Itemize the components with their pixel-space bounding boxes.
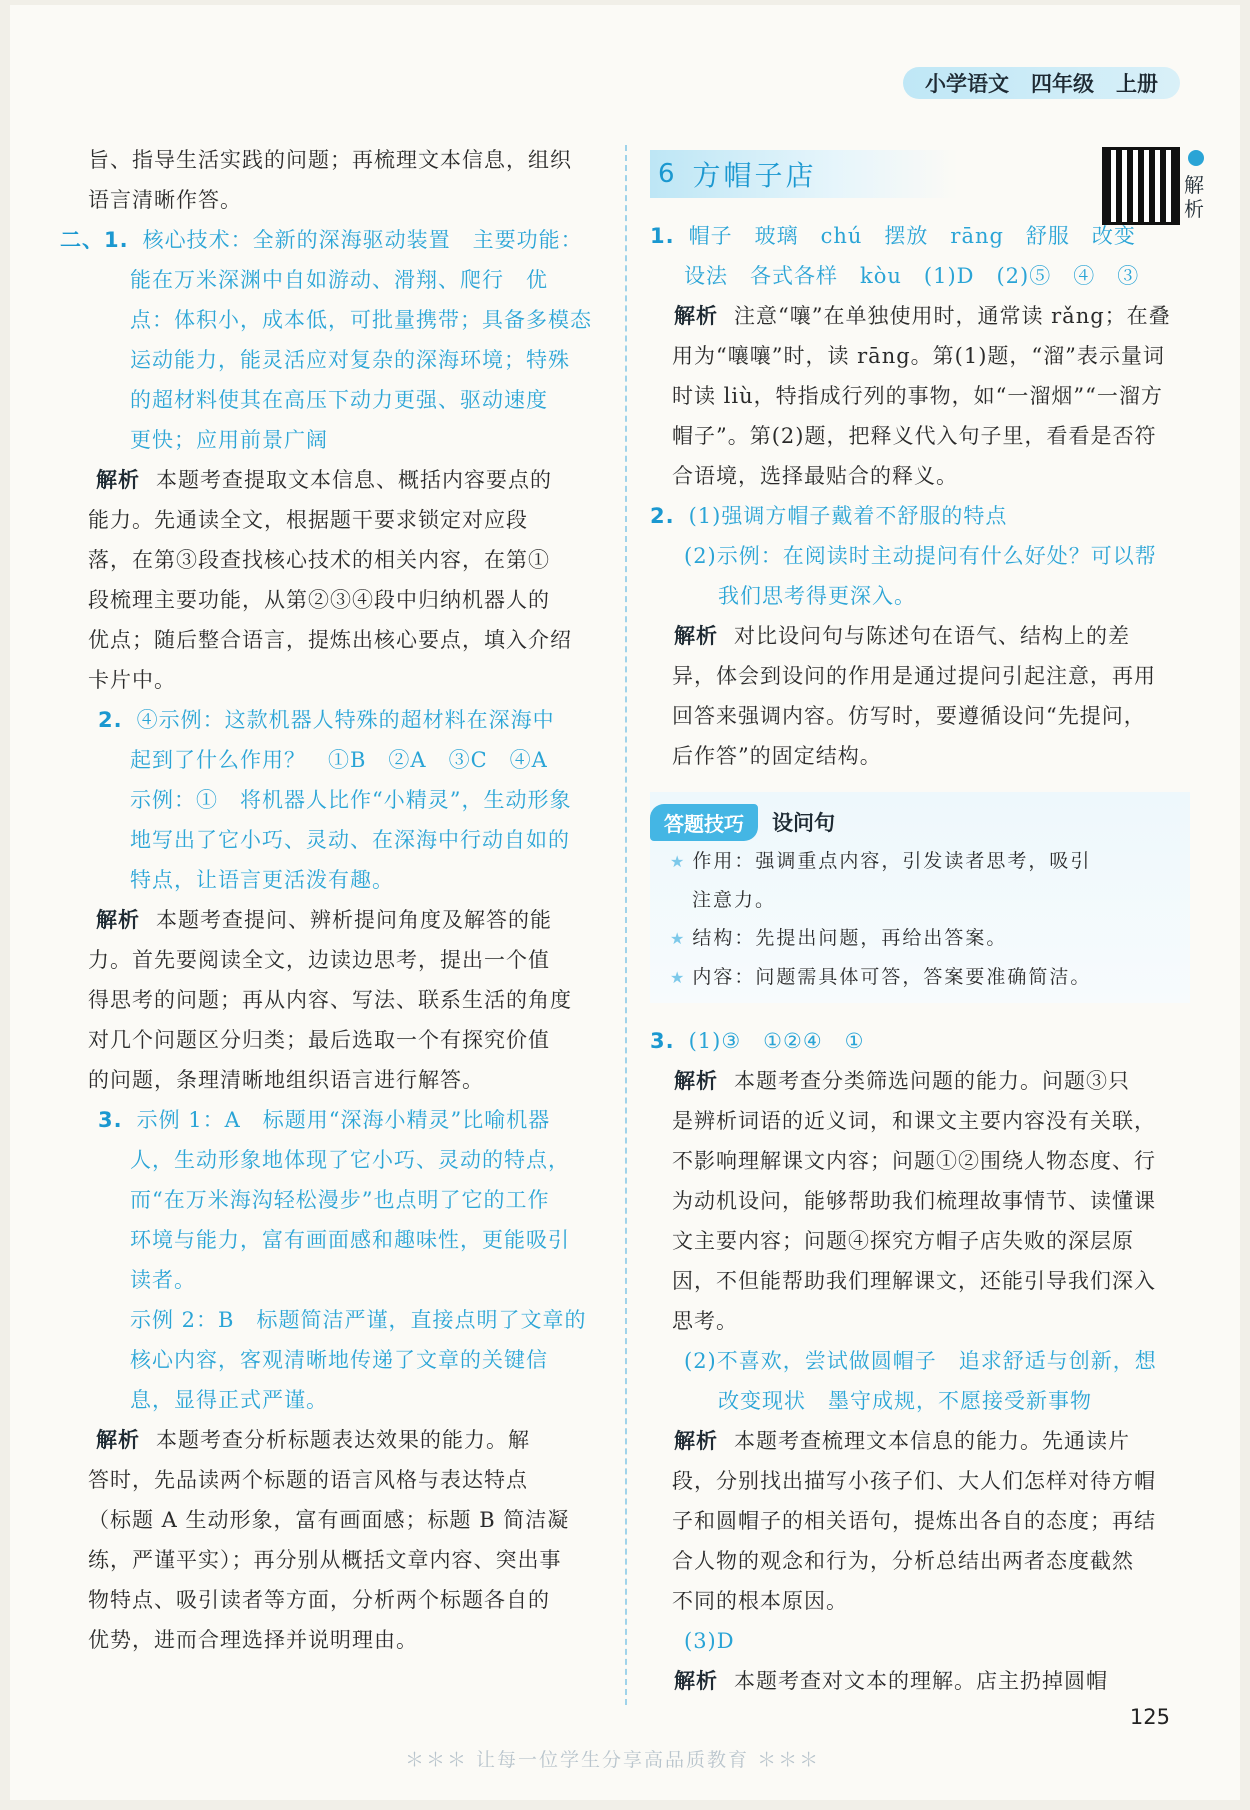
answer-line: 读者。 (130, 1268, 196, 1292)
answer-line: 息，显得正式严谨。 (130, 1388, 328, 1412)
answer-line: 示例 2：B 标题简洁严谨，直接点明了文章的 (130, 1308, 587, 1332)
answer-line: (2)不喜欢，尝试做圆帽子 追求舒适与创新，想 (684, 1349, 1157, 1373)
tip-badge: 答题技巧 (650, 804, 758, 841)
section-label: 二、 (60, 228, 104, 252)
explanation-line: 异，体会到设问的作用是通过提问引起注意，再用 (672, 664, 1156, 688)
answer-line: 人，生动形象地体现了它小巧、灵动的特点， (130, 1148, 570, 1172)
answer-line: 我们思考得更深入。 (718, 584, 916, 608)
answer-line: (3)D (684, 1629, 735, 1653)
text-line: 旨、指导生活实践的问题；再梳理文本信息，组织 (88, 148, 572, 172)
explanation-line (650, 1421, 1190, 1461)
answer-line: (2)示例：在阅读时主动提问有什么好处？可以帮 (684, 544, 1157, 568)
header-volume: 上册 (1116, 72, 1158, 96)
header-subject: 小学语文 (925, 72, 1009, 96)
explanation-text: 本题考查分类筛选问题的能力。问题③只 (734, 1069, 1130, 1093)
tip-line (650, 881, 1190, 919)
play-icon[interactable] (1188, 150, 1204, 166)
explanation-tag: 解析 (674, 624, 718, 648)
explanation-line: 时读 liù，特指成行列的事物，如“一溜烟”“一溜方 (672, 384, 1163, 408)
question-number: 2. (650, 504, 675, 528)
explanation-line: 卡片中。 (88, 668, 176, 692)
explanation-text: 本题考查对文本的理解。店主扔掉圆帽 (734, 1669, 1108, 1693)
left-column (60, 140, 608, 1660)
explanation-line (88, 1420, 608, 1460)
explanation-line: 段，分别找出描写小孩子们、大人们怎样对待方帽 (672, 1469, 1156, 1493)
explanation-tag: 解析 (96, 468, 140, 492)
answer-text: (1)强调方帽子戴着不舒服的特点 (688, 504, 1008, 528)
tip-title: 设问句 (772, 811, 835, 835)
answer-line (650, 1021, 1190, 1061)
header-grade: 四年级 (1031, 72, 1094, 96)
star-icon: ★ (670, 852, 687, 871)
explanation-line: 优点；随后整合语言，提炼出核心要点，填入介绍 (88, 628, 572, 652)
question-number: 3. (650, 1029, 675, 1053)
tip-box (650, 792, 1190, 1003)
explanation-line (650, 616, 1190, 656)
lesson-title: 方帽子店 (692, 159, 817, 192)
explanation-line: 子和圆帽子的相关语句，提炼出各自的态度；再结 (672, 1509, 1156, 1533)
explanation-line: 的问题，条理清晰地组织语言进行解答。 (88, 1068, 484, 1092)
lesson-heading (650, 150, 958, 198)
explanation-line: 用为“嚷嚷”时，读 rāng。第(1)题，“溜”表示量词 (672, 344, 1165, 368)
explanation-line: 是辨析词语的近义词，和课文主要内容没有关联， (672, 1109, 1156, 1133)
column-divider (625, 145, 627, 1705)
explanation-line (88, 900, 608, 940)
explanation-text: 本题考查梳理文本信息的能力。先通读片 (734, 1429, 1130, 1453)
explanation-line: 因，不但能帮助我们理解课文，还能引导我们深入 (672, 1269, 1156, 1293)
explanation-line: 物特点、吸引读者等方面，分析两个标题各自的 (88, 1588, 550, 1612)
footer-slogan: ＊＊＊ 让每一位学生分享高品质教育 ＊＊＊ (405, 1749, 821, 1771)
star-icon: ★ (670, 968, 687, 987)
explanation-line: 合语境，选择最贴合的释义。 (672, 464, 958, 488)
explanation-line (650, 1661, 1190, 1701)
answer-line: 设法 各式各样 kòu (1)D (2)⑤ ④ ③ (684, 264, 1140, 288)
explanation-tag: 解析 (674, 1069, 718, 1093)
answer-line (60, 220, 608, 260)
answer-line: 环境与能力，富有画面感和趣味性，更能吸引 (130, 1228, 570, 1252)
question-number: 2. (98, 708, 123, 732)
answer-line: 示例：① 将机器人比作“小精灵”，生动形象 (130, 788, 572, 812)
header-badge (903, 67, 1180, 99)
answer-line: 点：体积小，成本低，可批量携带；具备多模态 (130, 308, 592, 332)
explanation-line: 后作答”的固定结构。 (672, 744, 882, 768)
answer-page (10, 5, 1240, 1800)
right-column (650, 140, 1190, 1701)
tip-line (650, 919, 1190, 958)
explanation-line: 优势，进而合理选择并说明理由。 (88, 1628, 418, 1652)
explanation-line: 答时，先品读两个标题的语言风格与表达特点 (88, 1468, 528, 1492)
explanation-tag: 解析 (96, 1428, 140, 1452)
explanation-line (650, 296, 1190, 336)
qr-label: 解析 (1184, 173, 1204, 221)
answer-line: 更快；应用前景广阔 (130, 428, 328, 452)
explanation-tag: 解析 (674, 1429, 718, 1453)
answer-line: 起到了什么作用？ ①B ②A ③C ④A (130, 748, 548, 772)
explanation-line: 不影响理解课文内容；问题①②围绕人物态度、行 (672, 1149, 1156, 1173)
answer-text: 示例 1：A 标题用“深海小精灵”比喻机器 (136, 1108, 551, 1132)
explanation-line: 为动机设问，能够帮助我们梳理故事情节、读懂课 (672, 1189, 1156, 1213)
tip-line (650, 958, 1190, 997)
answer-text: (1)③ ①②④ ① (688, 1029, 865, 1053)
answer-line (88, 1100, 608, 1140)
explanation-line: 得思考的问题；再从内容、写法、联系生活的角度 (88, 988, 572, 1012)
answer-line: 核心内容，客观清晰地传递了文章的关键信 (130, 1348, 548, 1372)
answer-text: 核心技术：全新的深海驱动装置 主要功能： (142, 228, 583, 252)
page-number: 125 (1129, 1705, 1170, 1729)
answer-line (88, 700, 608, 740)
answer-line: 而“在万米海沟轻松漫步”也点明了它的工作 (130, 1188, 550, 1212)
tip-line (650, 842, 1190, 881)
tip-text: 注意力。 (692, 889, 777, 911)
explanation-line: 文主要内容；问题④探究方帽子店失败的深层原 (672, 1229, 1134, 1253)
answer-line: 改变现状 墨守成规，不愿接受新事物 (718, 1389, 1092, 1413)
question-number: 1. (650, 224, 675, 248)
answer-text: ④示例：这款机器人特殊的超材料在深海中 (136, 708, 555, 732)
tip-text: 作用：强调重点内容，引发读者思考，吸引 (692, 850, 1092, 872)
explanation-line: 不同的根本原因。 (672, 1589, 848, 1613)
lesson-number: 6 (658, 159, 675, 189)
question-number: 3. (98, 1108, 123, 1132)
explanation-line (88, 460, 608, 500)
explanation-text: 对比设问句与陈述句在语气、结构上的差 (734, 624, 1130, 648)
explanation-line: （标题 A 生动形象，富有画面感；标题 B 简洁凝 (88, 1508, 570, 1532)
answer-line: 的超材料使其在高压下动力更强、驱动速度 (130, 388, 548, 412)
explanation-line: 思考。 (672, 1309, 738, 1333)
answer-line (650, 216, 1190, 256)
explanation-text: 注意“嚷”在单独使用时，通常读 rǎng；在叠 (734, 304, 1171, 328)
text-line: 语言清晰作答。 (88, 188, 242, 212)
answer-line: 运动能力，能灵活应对复杂的深海环境；特殊 (130, 348, 570, 372)
explanation-text: 本题考查提问、辨析提问角度及解答的能 (156, 908, 552, 932)
star-icon: ★ (670, 929, 687, 948)
explanation-line: 力。首先要阅读全文，边读边思考，提出一个值 (88, 948, 550, 972)
explanation-line: 练，严谨平实）；再分别从概括文章内容、突出事 (88, 1548, 562, 1572)
answer-text: 帽子 玻璃 chú 摆放 rāng 舒服 改变 (688, 224, 1136, 248)
answer-line: 特点，让语言更活泼有趣。 (130, 868, 394, 892)
answer-line: 地写出了它小巧、灵动、在深海中行动自如的 (130, 828, 570, 852)
answer-line: 能在万米深渊中自如游动、滑翔、爬行 优 (130, 268, 548, 292)
tip-text: 内容：问题需具体可答，答案要准确简洁。 (692, 966, 1092, 988)
tip-header (650, 802, 1190, 842)
explanation-tag: 解析 (96, 908, 140, 932)
explanation-line: 帽子”。第(2)题，把释义代入句子里，看看是否符 (672, 424, 1157, 448)
explanation-tag: 解析 (674, 1669, 718, 1693)
explanation-line: 段梳理主要功能，从第②③④段中归纳机器人的 (88, 588, 550, 612)
question-number: 1. (104, 228, 129, 252)
explanation-line: 能力。先通读全文，根据题干要求锁定对应段 (88, 508, 528, 532)
explanation-line: 落，在第③段查找核心技术的相关内容，在第① (88, 548, 550, 572)
explanation-text: 本题考查提取文本信息、概括内容要点的 (156, 468, 552, 492)
explanation-line: 合人物的观念和行为，分析总结出两者态度截然 (672, 1549, 1134, 1573)
answer-line (650, 496, 1190, 536)
explanation-line: 回答来强调内容。仿写时，要遵循设问“先提问， (672, 704, 1146, 728)
tip-text: 结构：先提出问题，再给出答案。 (692, 927, 1008, 949)
explanation-tag: 解析 (674, 304, 718, 328)
explanation-line: 对几个问题区分归类；最后选取一个有探究价值 (88, 1028, 550, 1052)
explanation-line (650, 1061, 1190, 1101)
explanation-text: 本题考查分析标题表达效果的能力。解 (156, 1428, 530, 1452)
